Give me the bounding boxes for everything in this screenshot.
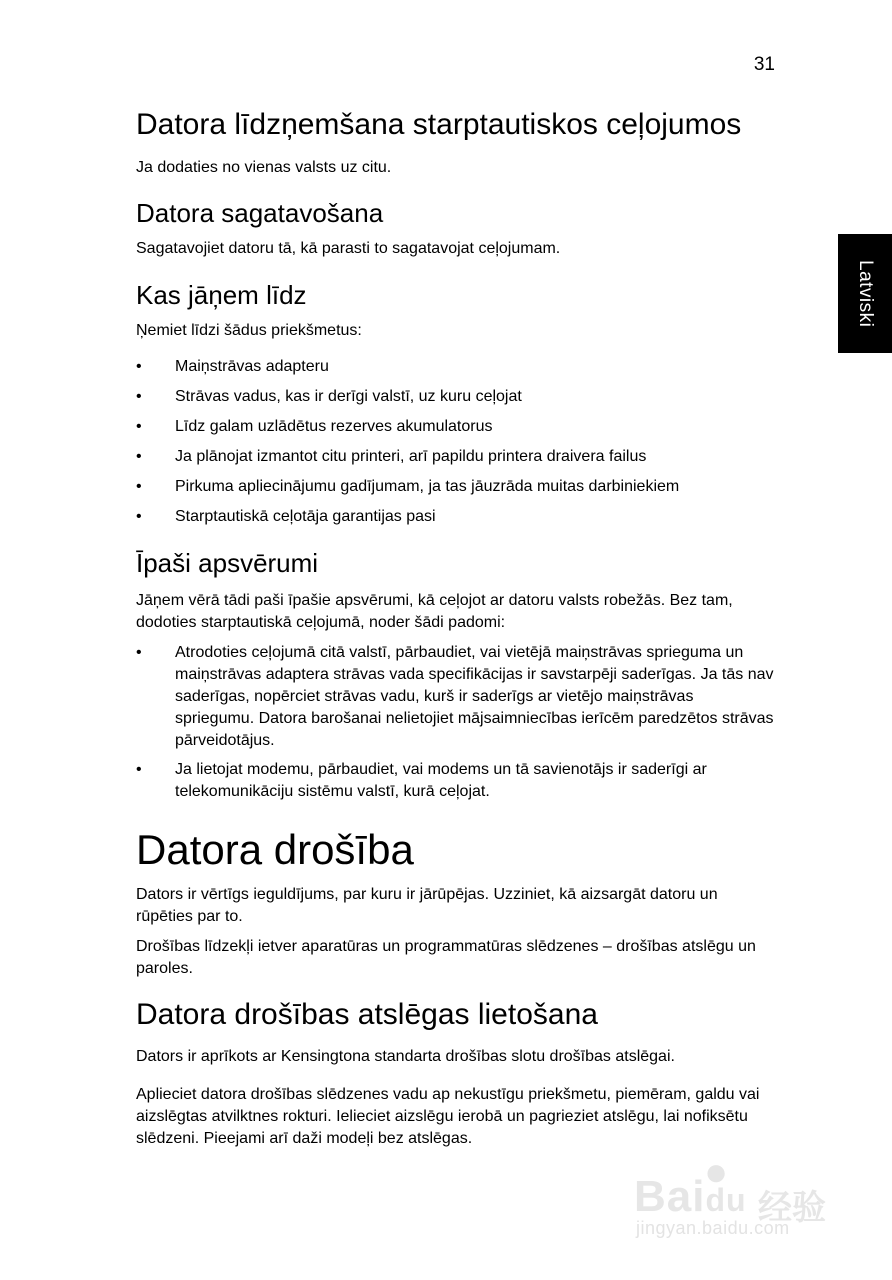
- bullet-icon: •: [136, 358, 142, 375]
- list-item: • Līdz galam uzlādētus rezerves akumulatorus: [136, 416, 776, 438]
- side-tab-label: Latviski: [855, 259, 876, 328]
- security-paragraph-1: Dators ir vērtīgs ieguldījums, par kuru ir jārūpējas. Uzziniet, kā aizsargāt datoru un rūpēties par to.: [136, 886, 718, 925]
- what-to-bring-list: [136, 356, 776, 536]
- bullet-icon: •: [136, 418, 142, 435]
- section-title-security-lock: Datora drošības atslēgas lietošana: [136, 998, 598, 1031]
- list-item: • Strāvas vadus, kas ir derīgi valstī, uz kuru ceļojat: [136, 386, 776, 408]
- bullet-icon: •: [136, 761, 142, 778]
- list-item: • Ja lietojat modemu, pārbaudiet, vai modems un tā savienotājs ir saderīgi ar telekomunikāciju sistēmu valstī, kurā ceļojat.: [136, 761, 707, 800]
- special-considerations-intro: Jāņem vērā tādi paši īpašie apsvērumi, kā ceļojot ar datoru valsts robežās. Bez tam, dodoties starptautiskā ceļojumā, noder šādi padomi:: [136, 592, 733, 631]
- travel-intro: Ja dodaties no vienas valsts uz citu.: [136, 159, 392, 176]
- bullet-icon: •: [136, 644, 142, 661]
- baidu-watermark: [632, 1150, 852, 1250]
- preparation-text: Sagatavojiet datoru tā, kā parasti to sagatavojat ceļojumam.: [136, 240, 561, 257]
- security-paragraph-2: Drošības līdzekļi ietver aparatūras un programmatūras slēdzenes – drošības atslēgu un paroles.: [136, 938, 756, 977]
- bullet-icon: •: [136, 448, 142, 465]
- list-item: • Atrodoties ceļojumā citā valstī, pārbaudiet, vai vietējā maiņstrāvas sprieguma un maiņstrāvas adaptera strāvas vada specifikācijas ir savstarpēji saderīgas. Ja tās nav saderīgas, nopērciet strāvas vadu, kurš ir saderīgs ar vietējo maiņstrāvas spriegumu. Datora barošanai nelietojiet mājsaimniecības ierīcēm paredzētos strāvas pārveidotājus.: [136, 644, 774, 749]
- watermark-url: jingyan.baidu.com: [636, 1218, 790, 1238]
- list-item: • Pirkuma apliecinājumu gadījumam, ja tas jāuzrāda muitas darbiniekiem: [136, 476, 776, 498]
- language-side-tab: [838, 234, 892, 353]
- special-considerations-list: [136, 642, 776, 810]
- bullet-icon: •: [136, 508, 142, 525]
- section-title-preparation: Datora sagatavošana: [136, 198, 384, 228]
- list-item: • Maiņstrāvas adapteru: [136, 356, 776, 378]
- chapter-title-security: Datora drošība: [136, 826, 414, 873]
- list-item: • Ja plānojat izmantot citu printeri, arī papildu printera draivera failus: [136, 446, 776, 468]
- section-title-travel: Datora līdzņemšana starptautiskos ceļojumos: [136, 108, 742, 141]
- what-to-bring-intro: Ņemiet līdzi šādus priekšmetus:: [136, 322, 362, 339]
- watermark-cn-text: 经验: [758, 1189, 826, 1227]
- watermark-logo: Baidu: [634, 1172, 747, 1221]
- bullet-icon: •: [136, 478, 142, 495]
- bullet-icon: •: [136, 388, 142, 405]
- section-title-what-to-bring: Kas jāņem līdz: [136, 280, 307, 310]
- security-lock-paragraph-1: Dators ir aprīkots ar Kensingtona standarta drošības slotu drošības atslēgai.: [136, 1048, 675, 1065]
- page-number: 31: [753, 54, 775, 75]
- security-lock-paragraph-2: Aplieciet datora drošības slēdzenes vadu ap nekustīgu priekšmetu, piemēram, galdu vai aizslēgtas atvilktnes rokturi. Ielieciet aizslēgu ierobā un pagrieziet atslēgu, lai nofiksētu slēdzeni. Pieejami arī daži modeļi bez atslēgas.: [136, 1086, 760, 1147]
- section-title-special-considerations: Īpaši apsvērumi: [136, 548, 319, 578]
- list-item: • Starptautiskā ceļotāja garantijas pasi: [136, 506, 776, 528]
- watermark-paw-icon: ●: [704, 1150, 729, 1194]
